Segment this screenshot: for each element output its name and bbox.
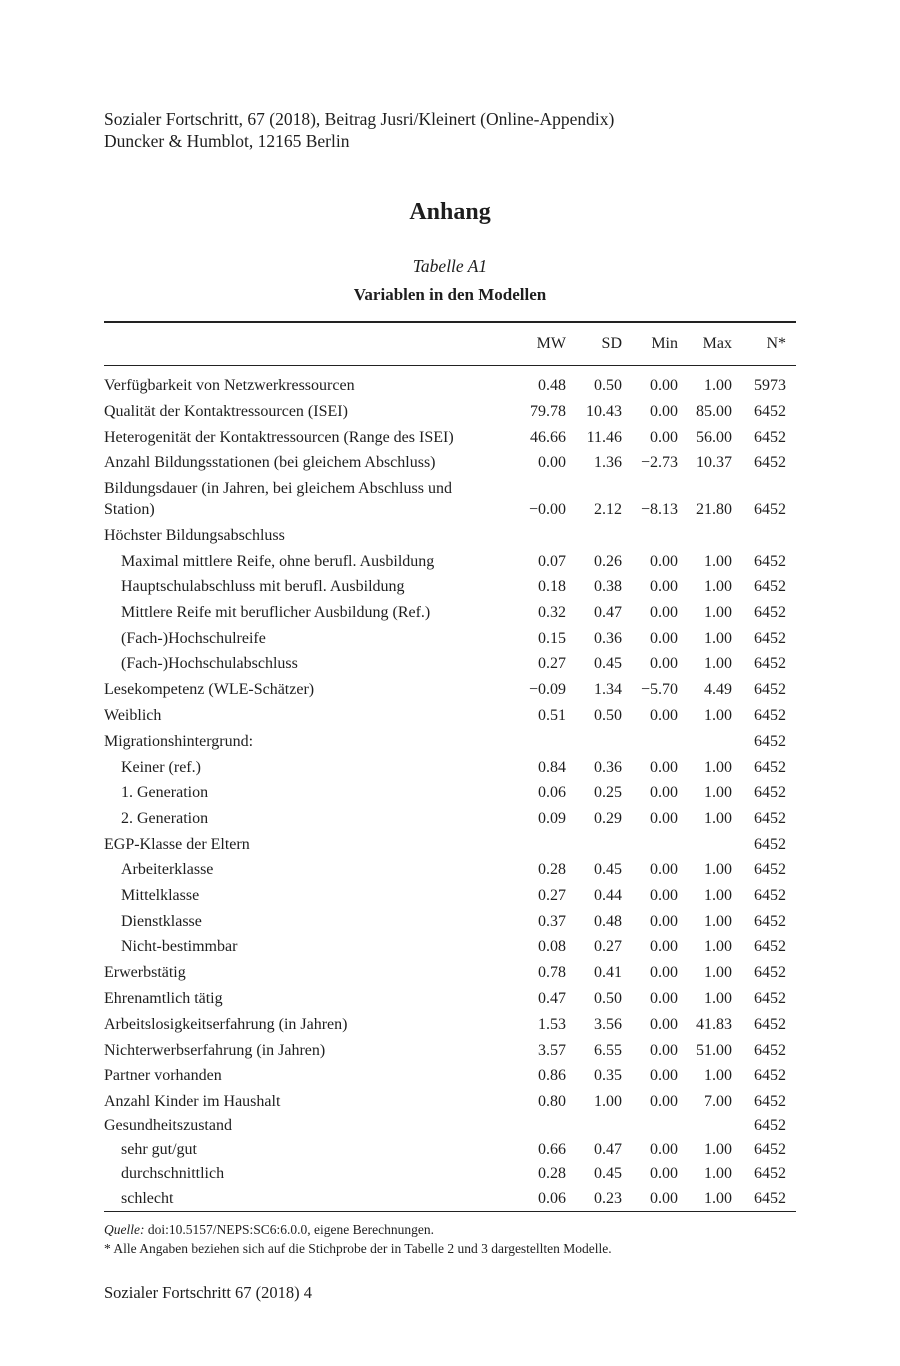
cell-sd: 0.50 <box>594 707 622 724</box>
cell-mw: 0.15 <box>538 630 566 647</box>
cell-n: 6452 <box>754 938 786 955</box>
cell-sd: 0.47 <box>594 1141 622 1158</box>
row-label <box>104 1065 504 1086</box>
cell-sd: 0.35 <box>594 1067 622 1084</box>
cell-n: 6452 <box>754 810 786 827</box>
row-label <box>104 452 504 473</box>
cell-max: 1.00 <box>704 990 732 1007</box>
cell-min: 0.00 <box>650 403 678 420</box>
cell-n: 6452 <box>754 630 786 647</box>
cell-mw: 3.57 <box>538 1042 566 1059</box>
row-label-line: EGP-Klasse der Eltern <box>104 836 250 853</box>
row-label <box>104 1115 504 1136</box>
cell-max: 1.00 <box>704 784 732 801</box>
cell-max: 10.37 <box>696 454 732 471</box>
cell-sd: 0.50 <box>594 990 622 1007</box>
cell-mw: 0.06 <box>538 784 566 801</box>
row-label <box>121 628 521 649</box>
row-label <box>104 478 504 520</box>
row-label <box>121 602 521 623</box>
header-line-2: Duncker & Humblot, 12165 Berlin <box>104 131 350 151</box>
cell-sd: 0.29 <box>594 810 622 827</box>
row-label-line: Migrationshintergrund: <box>104 733 254 750</box>
cell-mw: 0.86 <box>538 1067 566 1084</box>
row-label <box>121 551 521 572</box>
row-label-line: 2. Generation <box>121 810 209 827</box>
cell-min: 0.00 <box>650 1067 678 1084</box>
cell-n: 6452 <box>754 784 786 801</box>
cell-sd: 0.48 <box>594 913 622 930</box>
cell-max: 1.00 <box>704 1190 732 1207</box>
source-label: Quelle: <box>104 1222 145 1237</box>
cell-min: 0.00 <box>650 861 678 878</box>
cell-max: 1.00 <box>704 938 732 955</box>
cell-min: 0.00 <box>650 707 678 724</box>
row-label-line: Gesundheitszustand <box>104 1117 232 1134</box>
cell-mw: 0.80 <box>538 1093 566 1110</box>
cell-n: 6452 <box>754 1190 786 1207</box>
cell-n: 6452 <box>754 1117 786 1134</box>
cell-mw: 0.08 <box>538 938 566 955</box>
cell-n: 6452 <box>754 429 786 446</box>
cell-max: 1.00 <box>704 655 732 672</box>
cell-mw: 0.09 <box>538 810 566 827</box>
cell-sd: 1.34 <box>594 681 622 698</box>
cell-sd: 0.50 <box>594 377 622 394</box>
cell-max: 1.00 <box>704 759 732 776</box>
cell-max: 1.00 <box>704 377 732 394</box>
row-label <box>121 576 521 597</box>
cell-min: 0.00 <box>650 553 678 570</box>
row-label <box>104 1014 504 1035</box>
sample-note: * Alle Angaben beziehen sich auf die Stichprobe der in Tabelle 2 und 3 dargestellten Modelle. <box>104 1241 612 1256</box>
cell-n: 6452 <box>754 454 786 471</box>
cell-min: 0.00 <box>650 1190 678 1207</box>
cell-sd: 6.55 <box>594 1042 622 1059</box>
row-label-line: (Fach-)Hochschulreife <box>121 630 266 647</box>
cell-max: 1.00 <box>704 887 732 904</box>
cell-sd: 10.43 <box>586 403 622 420</box>
cell-max: 1.00 <box>704 861 732 878</box>
cell-min: 0.00 <box>650 1141 678 1158</box>
cell-min: 0.00 <box>650 938 678 955</box>
cell-mw: −0.09 <box>528 681 566 698</box>
cell-sd: 0.23 <box>594 1190 622 1207</box>
cell-mw: 0.00 <box>538 454 566 471</box>
row-label <box>121 936 521 957</box>
cell-mw: 0.18 <box>538 578 566 595</box>
table-title: Variablen in den Modellen <box>353 285 547 304</box>
cell-max: 4.49 <box>704 681 732 698</box>
cell-sd: 0.45 <box>594 655 622 672</box>
cell-n: 6452 <box>754 861 786 878</box>
cell-n: 5973 <box>754 377 786 394</box>
row-label-line: Arbeitslosigkeitserfahrung (in Jahren) <box>104 1016 348 1033</box>
cell-sd: 0.36 <box>594 630 622 647</box>
row-label-line: Verfügbarkeit von Netzwerkressourcen <box>104 377 355 394</box>
cell-mw: 0.51 <box>538 707 566 724</box>
cell-max: 1.00 <box>704 707 732 724</box>
row-label <box>104 1091 504 1112</box>
row-label <box>121 808 521 829</box>
row-label-line: Mittlere Reife mit beruflicher Ausbildung (Ref.) <box>121 604 431 621</box>
table-header-rule <box>104 365 796 366</box>
row-label-line-2: Station) <box>104 501 155 518</box>
row-label <box>104 1040 504 1061</box>
cell-max: 1.00 <box>704 913 732 930</box>
cell-n: 6452 <box>754 1016 786 1033</box>
section-heading: Anhang <box>409 199 491 225</box>
row-label-line: Anzahl Bildungsstationen (bei gleichem Abschluss) <box>104 454 436 471</box>
cell-max: 51.00 <box>696 1042 732 1059</box>
row-label-line: Hauptschulabschluss mit berufl. Ausbildung <box>121 578 405 595</box>
row-label <box>121 911 521 932</box>
row-label-line: Lesekompetenz (WLE-Schätzer) <box>104 681 315 698</box>
cell-min: 0.00 <box>650 784 678 801</box>
cell-sd: 0.25 <box>594 784 622 801</box>
cell-min: 0.00 <box>650 1093 678 1110</box>
cell-n: 6452 <box>754 990 786 1007</box>
cell-sd: 0.26 <box>594 553 622 570</box>
row-label <box>104 401 504 422</box>
cell-n: 6452 <box>754 759 786 776</box>
cell-max: 1.00 <box>704 1067 732 1084</box>
row-label-line: Höchster Bildungsabschluss <box>104 527 285 544</box>
row-label-line: (Fach-)Hochschulabschluss <box>121 655 298 672</box>
row-label <box>104 834 504 855</box>
cell-max: 85.00 <box>696 403 732 420</box>
cell-n: 6452 <box>754 578 786 595</box>
row-label <box>121 757 521 778</box>
table-bottom-rule <box>104 1211 796 1212</box>
column-header-min: Min <box>651 335 678 352</box>
cell-n: 6452 <box>754 604 786 621</box>
row-label <box>121 1163 521 1184</box>
cell-n: 6452 <box>754 913 786 930</box>
row-label-line: Bildungsdauer (in Jahren, bei gleichem Abschluss und <box>104 480 452 497</box>
source-note <box>104 1222 434 1238</box>
cell-sd: 1.36 <box>594 454 622 471</box>
row-label-line: Mittelklasse <box>121 887 200 904</box>
cell-max: 1.00 <box>704 810 732 827</box>
cell-n: 6452 <box>754 681 786 698</box>
cell-mw: 0.78 <box>538 964 566 981</box>
cell-min: 0.00 <box>650 1042 678 1059</box>
cell-max: 21.80 <box>696 501 732 518</box>
cell-max: 1.00 <box>704 1141 732 1158</box>
cell-n: 6452 <box>754 1093 786 1110</box>
row-label-line: Arbeiterklasse <box>121 861 214 878</box>
row-label <box>121 1139 521 1160</box>
cell-mw: −0.00 <box>528 501 566 518</box>
row-label-line: Weiblich <box>104 707 162 724</box>
row-label <box>121 859 521 880</box>
cell-sd: 1.00 <box>594 1093 622 1110</box>
table-caption: Tabelle A1 <box>412 256 488 276</box>
cell-max: 1.00 <box>704 578 732 595</box>
cell-n: 6452 <box>754 887 786 904</box>
source-text: doi:10.5157/NEPS:SC6:6.0.0, eigene Berechnungen. <box>144 1222 434 1237</box>
row-label-line: durchschnittlich <box>121 1165 225 1182</box>
journal-header <box>104 108 614 152</box>
cell-n: 6452 <box>754 1042 786 1059</box>
cell-n: 6452 <box>754 553 786 570</box>
row-label-line: Ehrenamtlich tätig <box>104 990 223 1007</box>
row-label <box>121 885 521 906</box>
row-label <box>104 731 504 752</box>
row-label <box>104 988 504 1009</box>
cell-max: 1.00 <box>704 1165 732 1182</box>
cell-min: 0.00 <box>650 990 678 1007</box>
cell-sd: 2.12 <box>594 501 622 518</box>
row-label <box>121 653 521 674</box>
row-label-line: sehr gut/gut <box>121 1141 197 1158</box>
cell-sd: 0.36 <box>594 759 622 776</box>
row-label <box>104 375 504 396</box>
cell-mw: 79.78 <box>530 403 566 420</box>
cell-sd: 3.56 <box>594 1016 622 1033</box>
column-header-n: N* <box>766 335 786 352</box>
cell-min: 0.00 <box>650 655 678 672</box>
cell-min: 0.00 <box>650 964 678 981</box>
cell-n: 6452 <box>754 964 786 981</box>
cell-max: 41.83 <box>696 1016 732 1033</box>
cell-min: 0.00 <box>650 759 678 776</box>
cell-sd: 0.45 <box>594 1165 622 1182</box>
cell-mw: 0.84 <box>538 759 566 776</box>
row-label <box>121 782 521 803</box>
cell-mw: 1.53 <box>538 1016 566 1033</box>
cell-min: 0.00 <box>650 1165 678 1182</box>
cell-mw: 0.47 <box>538 990 566 1007</box>
row-label-line: Keiner (ref.) <box>121 759 201 776</box>
cell-sd: 0.47 <box>594 604 622 621</box>
cell-min: 0.00 <box>650 604 678 621</box>
row-label-line: Nicht-bestimmbar <box>121 938 238 955</box>
cell-n: 6452 <box>754 836 786 853</box>
cell-sd: 0.41 <box>594 964 622 981</box>
cell-min: −8.13 <box>640 501 678 518</box>
row-label-line: Anzahl Kinder im Haushalt <box>104 1093 281 1110</box>
column-header-max: Max <box>702 335 732 352</box>
cell-mw: 0.06 <box>538 1190 566 1207</box>
row-label-line: Maximal mittlere Reife, ohne berufl. Ausbildung <box>121 553 435 570</box>
row-label <box>104 679 504 700</box>
row-label <box>104 525 504 546</box>
row-label-line: schlecht <box>121 1190 174 1207</box>
cell-n: 6452 <box>754 1165 786 1182</box>
column-header-sd: SD <box>601 335 622 352</box>
column-header-mw: MW <box>536 335 566 352</box>
page-footer: Sozialer Fortschritt 67 (2018) 4 <box>104 1283 313 1302</box>
cell-n: 6452 <box>754 1141 786 1158</box>
row-label <box>104 962 504 983</box>
cell-min: −5.70 <box>640 681 678 698</box>
cell-min: 0.00 <box>650 887 678 904</box>
cell-mw: 0.32 <box>538 604 566 621</box>
cell-min: 0.00 <box>650 913 678 930</box>
row-label-line: Erwerbstätig <box>104 964 186 981</box>
cell-max: 7.00 <box>704 1093 732 1110</box>
cell-min: −2.73 <box>640 454 678 471</box>
cell-n: 6452 <box>754 707 786 724</box>
row-label <box>104 705 504 726</box>
cell-mw: 0.37 <box>538 913 566 930</box>
cell-mw: 0.28 <box>538 861 566 878</box>
cell-mw: 0.48 <box>538 377 566 394</box>
row-label-line: Nichterwerbserfahrung (in Jahren) <box>104 1042 326 1059</box>
cell-mw: 0.07 <box>538 553 566 570</box>
cell-sd: 0.27 <box>594 938 622 955</box>
cell-max: 1.00 <box>704 964 732 981</box>
cell-n: 6452 <box>754 655 786 672</box>
cell-max: 1.00 <box>704 630 732 647</box>
cell-min: 0.00 <box>650 578 678 595</box>
cell-max: 1.00 <box>704 553 732 570</box>
row-label-line: Heterogenität der Kontaktressourcen (Range des ISEI) <box>104 429 454 446</box>
cell-max: 1.00 <box>704 604 732 621</box>
cell-mw: 0.27 <box>538 655 566 672</box>
cell-n: 6452 <box>754 1067 786 1084</box>
row-label-line: Qualität der Kontaktressourcen (ISEI) <box>104 403 348 420</box>
cell-mw: 46.66 <box>530 429 566 446</box>
cell-max: 56.00 <box>696 429 732 446</box>
cell-min: 0.00 <box>650 377 678 394</box>
table-top-rule <box>104 321 796 323</box>
cell-sd: 0.38 <box>594 578 622 595</box>
row-label <box>104 427 504 448</box>
cell-mw: 0.66 <box>538 1141 566 1158</box>
row-label-line: 1. Generation <box>121 784 209 801</box>
row-label-line: Dienstklasse <box>121 913 202 930</box>
cell-min: 0.00 <box>650 429 678 446</box>
cell-min: 0.00 <box>650 630 678 647</box>
row-label <box>121 1188 521 1209</box>
header-line-1: Sozialer Fortschritt, 67 (2018), Beitrag Jusri/Kleinert (Online-Appendix) <box>104 109 615 129</box>
cell-mw: 0.27 <box>538 887 566 904</box>
row-label-line: Partner vorhanden <box>104 1067 222 1084</box>
cell-n: 6452 <box>754 501 786 518</box>
cell-sd: 0.44 <box>594 887 622 904</box>
cell-sd: 11.46 <box>586 429 622 446</box>
cell-n: 6452 <box>754 733 786 750</box>
cell-n: 6452 <box>754 403 786 420</box>
cell-min: 0.00 <box>650 1016 678 1033</box>
cell-mw: 0.28 <box>538 1165 566 1182</box>
cell-min: 0.00 <box>650 810 678 827</box>
cell-sd: 0.45 <box>594 861 622 878</box>
